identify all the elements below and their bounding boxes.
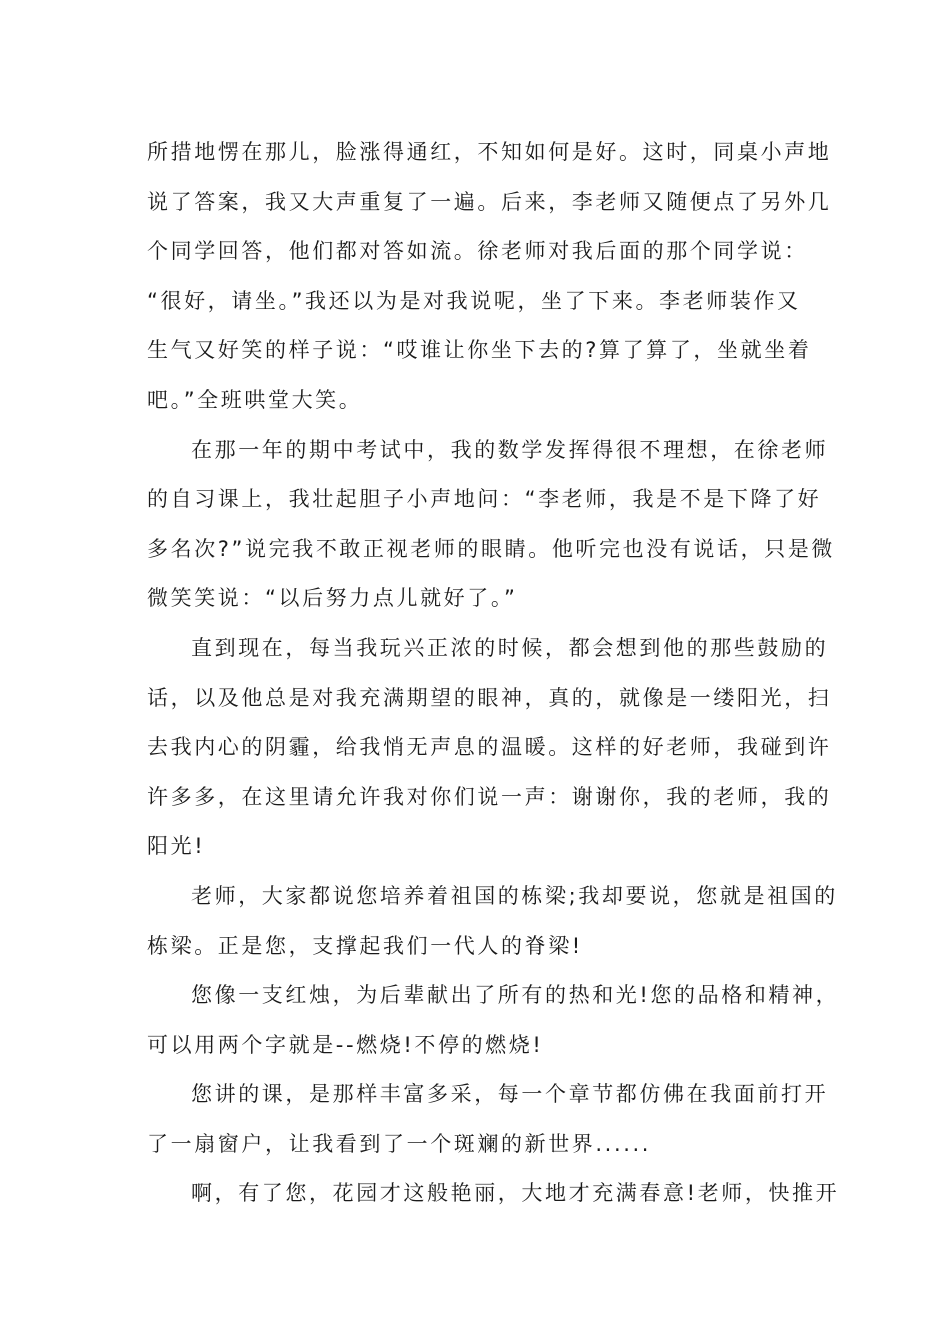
text-line: 吧。”全班哄堂大笑。 [147, 387, 363, 412]
text-line: 个同学回答，他们都对答如流。徐老师对我后面的那个同学说： [147, 239, 808, 264]
text-line: 在那一年的期中考试中，我的数学发挥得很不理想，在徐老师 [191, 437, 829, 462]
text-line: 直到现在，每当我玩兴正浓的时候，都会想到他的那些鼓励的 [191, 635, 829, 660]
text-line: “很好，请坐。”我还以为是对我说呢，坐了下来。李老师装作又 [147, 288, 801, 313]
text-line: 许多多，在这里请允许我对你们说一声：谢谢你，我的老师，我的 [147, 784, 832, 809]
document-body [147, 128, 840, 1219]
text-line: 啊，有了您，花园才这般艳丽，大地才充满春意!老师，快推开 [191, 1181, 840, 1206]
text-line: 微笑笑说：“以后努力点儿就好了。” [147, 586, 518, 611]
text-line: 的自习课上，我壮起胆子小声地问：“李老师，我是不是下降了好 [147, 487, 822, 512]
text-line: 所措地愣在那儿，脸涨得通红，不知如何是好。这时，同桌小声地 [147, 140, 832, 164]
text-line: 话，以及他总是对我充满期望的眼神，真的，就像是一缕阳光，扫 [147, 685, 832, 710]
text-line: 阳光! [147, 834, 206, 859]
text-line: 去我内心的阴霾，给我悄无声息的温暖。这样的好老师，我碰到许 [147, 735, 832, 760]
text-line: 多名次?”说完我不敢正视老师的眼睛。他听完也没有说话，只是微 [147, 536, 836, 561]
text-line: 了一扇窗户，让我看到了一个斑斓的新世界...... [147, 1131, 652, 1156]
text-line: 老师，大家都说您培养着祖国的栋梁;我却要说，您就是祖国的 [191, 883, 838, 908]
text-line: 您像一支红烛，为后辈献出了所有的热和光!您的品格和精神， [191, 983, 840, 1008]
text-line: 生气又好笑的样子说：“哎谁让你坐下去的?算了算了，坐就坐着 [147, 338, 812, 363]
text-line: 可以用两个字就是--燃烧!不停的燃烧! [147, 1032, 544, 1057]
text-line: 栋梁。正是您，支撑起我们一代人的脊梁! [147, 933, 583, 958]
text-line: 说了答案，我又大声重复了一遍。后来，李老师又随便点了另外几 [147, 189, 832, 214]
text-line: 您讲的课，是那样丰富多采，每一个章节都仿佛在我面前打开 [191, 1082, 829, 1107]
